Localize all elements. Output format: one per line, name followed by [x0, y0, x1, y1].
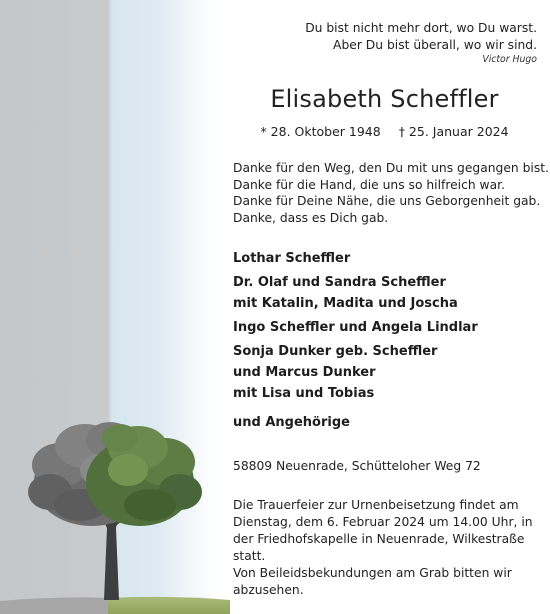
- birth-date: * 28. Oktober 1948: [260, 124, 381, 139]
- death-date: † 25. Januar 2024: [398, 124, 509, 139]
- mourners-list: [233, 248, 478, 433]
- mourner-line: Sonja Dunker geb. Scheffler: [233, 344, 438, 359]
- mourner-group: [233, 412, 478, 433]
- info-line: der Friedhofskapelle in Neuenrade, Wilkestraße: [233, 532, 525, 546]
- mourner-line: Lothar Scheffler: [233, 251, 351, 266]
- mourner-line: Dr. Olaf und Sandra Scheffler: [233, 275, 446, 290]
- mourner-group: [233, 248, 478, 269]
- info-line: Von Beileidsbekundungen am Grab bitten wir: [233, 566, 512, 580]
- mourner-line: Ingo Scheffler und Angela Lindlar: [233, 320, 478, 335]
- quote: [305, 20, 537, 66]
- life-dates: [232, 124, 537, 140]
- deceased-name: Elisabeth Scheffler: [270, 85, 499, 113]
- ground-left: [0, 597, 110, 614]
- mourner-line: mit Katalin, Madita und Joscha: [233, 296, 458, 311]
- tree-illustration: [0, 0, 230, 614]
- quote-line: Du bist nicht mehr dort, wo Du warst.: [305, 21, 537, 35]
- mourner-group: [233, 317, 478, 338]
- info-line: abzusehen.: [233, 583, 304, 597]
- mourner-line: und Angehörige: [233, 415, 350, 430]
- tree-crown-green: [86, 424, 202, 526]
- info-line: statt.: [233, 549, 266, 563]
- funeral-info: [233, 497, 533, 599]
- poem-line: Danke für Deine Nähe, die uns Geborgenheit gab.: [233, 194, 541, 208]
- mourner-group: [233, 272, 478, 314]
- info-line: Die Trauerfeier zur Urnenbeisetzung findet am: [233, 498, 519, 512]
- poem-line: Danke für die Hand, die uns so hilfreich war.: [233, 177, 505, 192]
- info-line: Dienstag, dem 6. Februar 2024 um 14.00 Uhr, in: [233, 515, 533, 529]
- poem-line: Danke für den Weg, den Du mit uns gegangen bist.: [233, 161, 549, 175]
- quote-author: Victor Hugo: [482, 54, 537, 65]
- mourner-group: [233, 341, 478, 404]
- address: 58809 Neuenrade, Schütteloher Weg 72: [233, 459, 481, 473]
- mourner-line: mit Lisa und Tobias: [233, 386, 375, 401]
- quote-line: Aber Du bist überall, wo wir sind.: [333, 38, 537, 52]
- mourner-line: und Marcus Dunker: [233, 365, 376, 380]
- poem-line: Danke, dass es Dich gab.: [233, 210, 389, 225]
- poem: [233, 160, 549, 226]
- ground-right: [108, 597, 230, 614]
